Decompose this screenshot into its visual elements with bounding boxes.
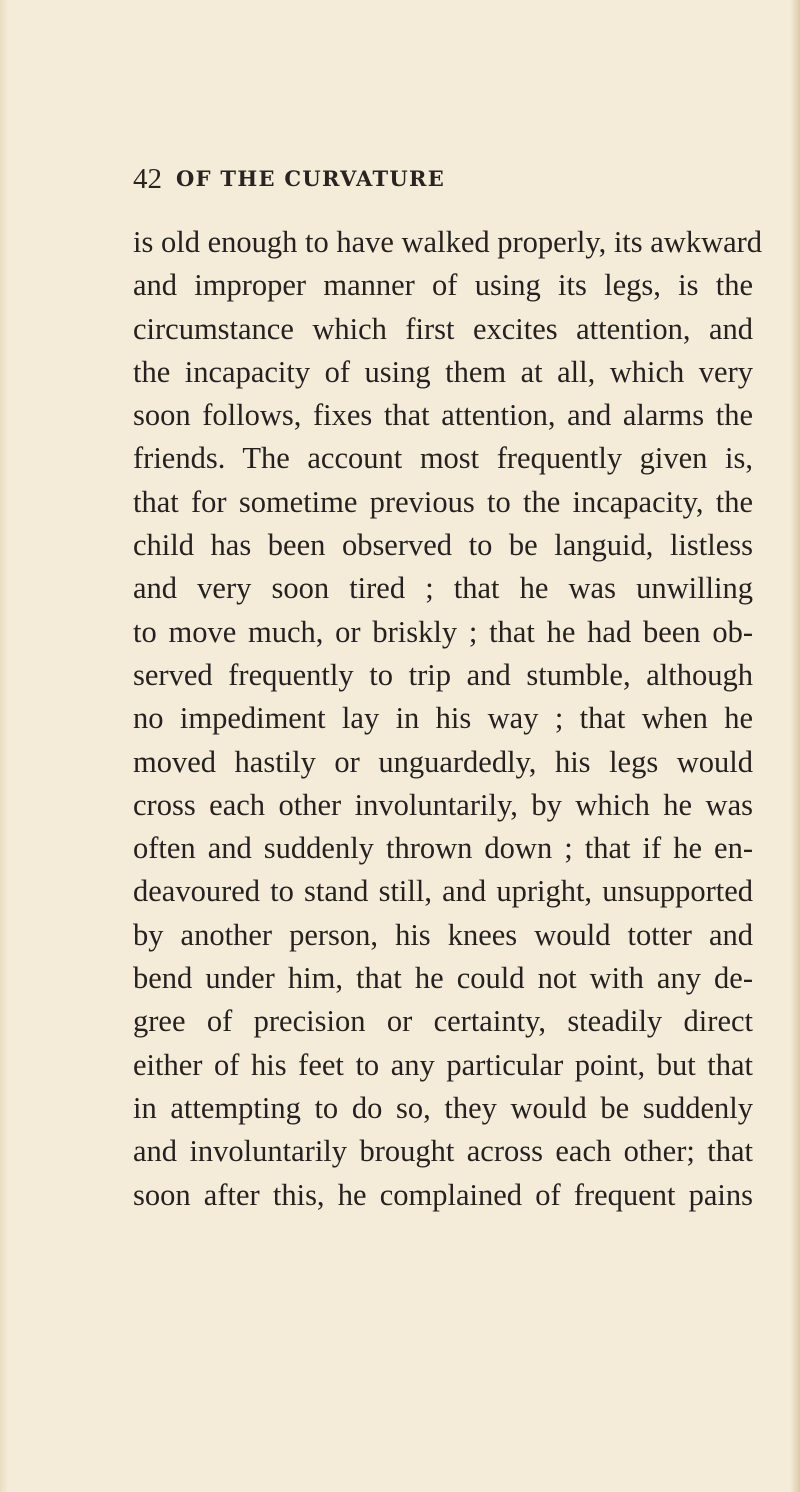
text-line: that for sometime previous to the incapacity, the <box>133 484 753 519</box>
text-line: soon follows, fixes that attention, and alarms the <box>133 398 753 433</box>
running-title: OF THE CURVATURE <box>176 166 446 191</box>
text-line: deavoured to stand still, and upright, unsupported <box>133 874 753 909</box>
text-line: and involuntarily brought across each other; that <box>133 1134 753 1169</box>
text-line: often and suddenly thrown down ; that if he en- <box>133 831 753 866</box>
text-line: moved hastily or unguardedly, his legs would <box>133 744 753 779</box>
text-line: is old enough to have walked properly, its awkward <box>133 225 763 259</box>
text-line: child has been observed to be languid, listless <box>133 528 753 563</box>
page-left-edge-shading <box>0 0 8 1492</box>
text-line: friends. The account most frequently given is, <box>133 441 753 476</box>
text-line: to move much, or briskly ; that he had been ob- <box>133 614 753 649</box>
text-line: no impediment lay in his way ; that when he <box>133 701 753 736</box>
text-line: in attempting to do so, they would be suddenly <box>133 1090 753 1125</box>
text-line: gree of precision or certainty, steadily direct <box>133 1004 753 1039</box>
page-right-edge-shading <box>790 0 800 1492</box>
body-text <box>133 221 763 1217</box>
text-line: and very soon tired ; that he was unwilling <box>133 571 753 606</box>
text-line: soon after this, he complained of frequent pains <box>133 1177 753 1212</box>
text-line: served frequently to trip and stumble, although <box>133 657 753 692</box>
text-line: cross each other involuntarily, by which he was <box>133 787 753 822</box>
text-line: circumstance which first excites attention, and <box>133 311 753 346</box>
text-line: either of his feet to any particular point, but that <box>133 1047 753 1082</box>
text-line: the incapacity of using them at all, which very <box>133 354 753 389</box>
text-line: bend under him, that he could not with any de- <box>133 961 753 996</box>
text-line: by another person, his knees would totter and <box>133 917 753 952</box>
text-line: and improper manner of using its legs, is the <box>133 268 753 303</box>
page-number: 42 <box>133 163 162 195</box>
